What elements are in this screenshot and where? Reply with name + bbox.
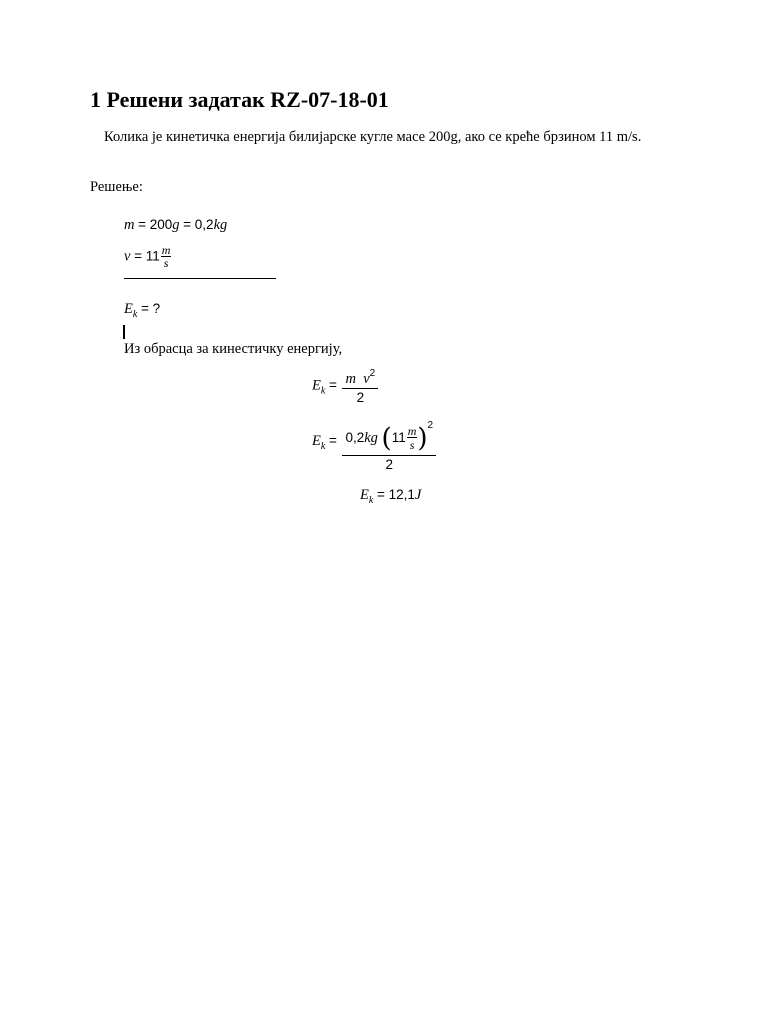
speed-unit-fraction: $\frac{m}{s}$ (407, 424, 417, 453)
given-velocity-equation: v = 11 $\frac{m}{s}$ (124, 243, 171, 270)
given-mass-equation: m = 200g = 0,2kg (124, 217, 228, 233)
result-equation: $E_k = 12,1J$ (360, 487, 422, 506)
kinetic-energy-formula: $E_k$ = $\frac{m v^2}{2}$ (312, 366, 380, 406)
solution-label: Решење: (90, 179, 143, 195)
formula-intro: Из обрасца за кинестичку енергију, (124, 341, 343, 357)
given-separator-line (124, 278, 276, 279)
formula-fraction: $\frac{m v^2}{2}$ (342, 366, 378, 406)
velocity-unit-fraction: $\frac{m}{s}$ (161, 243, 171, 270)
text-cursor (123, 325, 125, 339)
substitution-fraction: 0,2kg (11 $\frac{m}{s}$ )$^2$ 2 (342, 411, 436, 473)
problem-heading: 1 Решени задатак RZ-07-18-01 (90, 87, 389, 112)
substitution-formula: $E_k$ = 0,2kg (11 $\frac{m}{s}$ )$^2$ 2 (312, 411, 438, 473)
unknown-equation: $E_k$ = ? (124, 301, 161, 320)
problem-statement: Колика је кинетичка енергија билијарске кугле масе 200g, ако се креће брзином 11 m/s. (104, 129, 642, 145)
